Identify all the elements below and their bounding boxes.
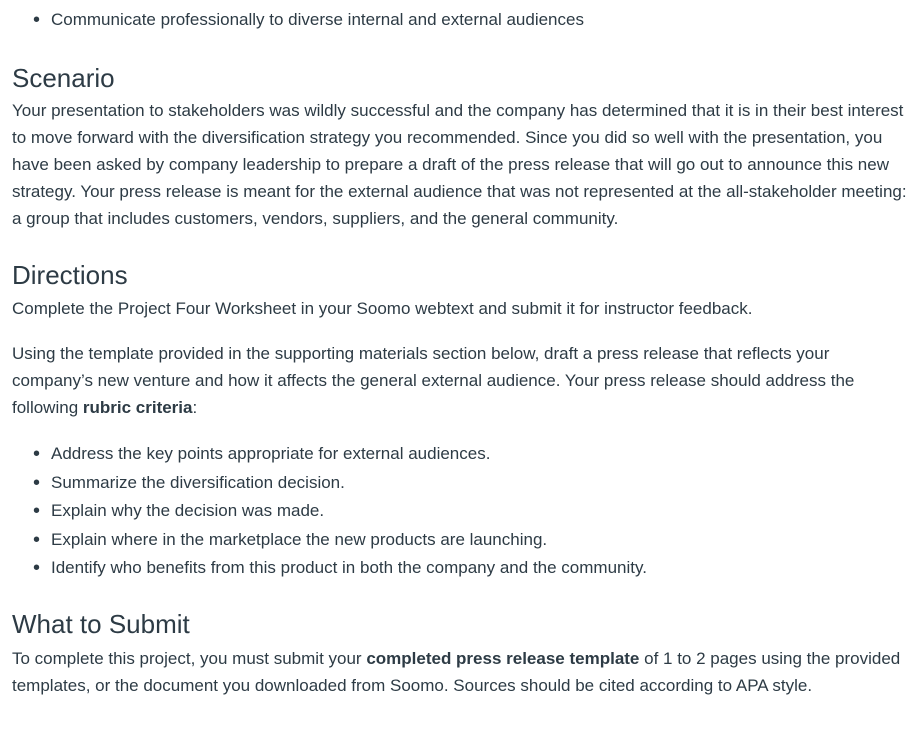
directions-paragraph-1: Complete the Project Four Worksheet in your Soomo webtext and submit it for instructor feedback.	[12, 299, 753, 318]
list-item: • Address the key points appropriate for external audiences.	[51, 440, 916, 469]
directions-heading: Directions	[12, 260, 128, 290]
what-to-submit-heading: What to Submit	[12, 609, 190, 639]
submit-text-after: of 1 to 2 pages using the provided templates, or the document you downloaded from Soomo. Sources should be cited according to APA style.	[12, 649, 901, 695]
list-item: • Explain why the decision was made.	[51, 497, 916, 526]
outcomes-list	[12, 6, 916, 35]
submit-text-before: To complete this project, you must submit your	[12, 649, 367, 668]
scenario-heading: Scenario	[12, 63, 115, 93]
list-item: • Identify who benefits from this product in both the company and the community.	[51, 554, 916, 583]
list-item: • Summarize the diversification decision.	[51, 469, 916, 498]
completed-template-emphasis: completed press release template	[366, 649, 640, 668]
list-item: • Explain where in the marketplace the new products are launching.	[51, 526, 916, 555]
directions-paragraph-2	[12, 340, 907, 421]
rubric-criteria-list	[12, 440, 916, 583]
directions-paragraph-2-text: Using the template provided in the supporting materials section below, draft a press release that reflects your company’s new venture and how it affects the general external audience. Your press release should address the following	[12, 344, 855, 417]
list-item: • Communicate professionally to diverse internal and external audiences	[51, 6, 916, 35]
scenario-paragraph: Your presentation to stakeholders was wildly successful and the company has determined that it is in their best interest to move forward with the diversification strategy you recommended. Since you did so well with the presentation, you have been asked by company leadership to prepare a draft of the press release that will go out to announce this new strategy. Your press release is meant for the external audience that was not represented at the all-stakeholder meeting: a group that includes customers, vendors, suppliers, and the general community.	[12, 101, 907, 228]
directions-paragraph-2-colon: :	[192, 398, 198, 417]
rubric-criteria-emphasis: rubric criteria	[82, 398, 193, 417]
what-to-submit-paragraph	[12, 645, 907, 699]
